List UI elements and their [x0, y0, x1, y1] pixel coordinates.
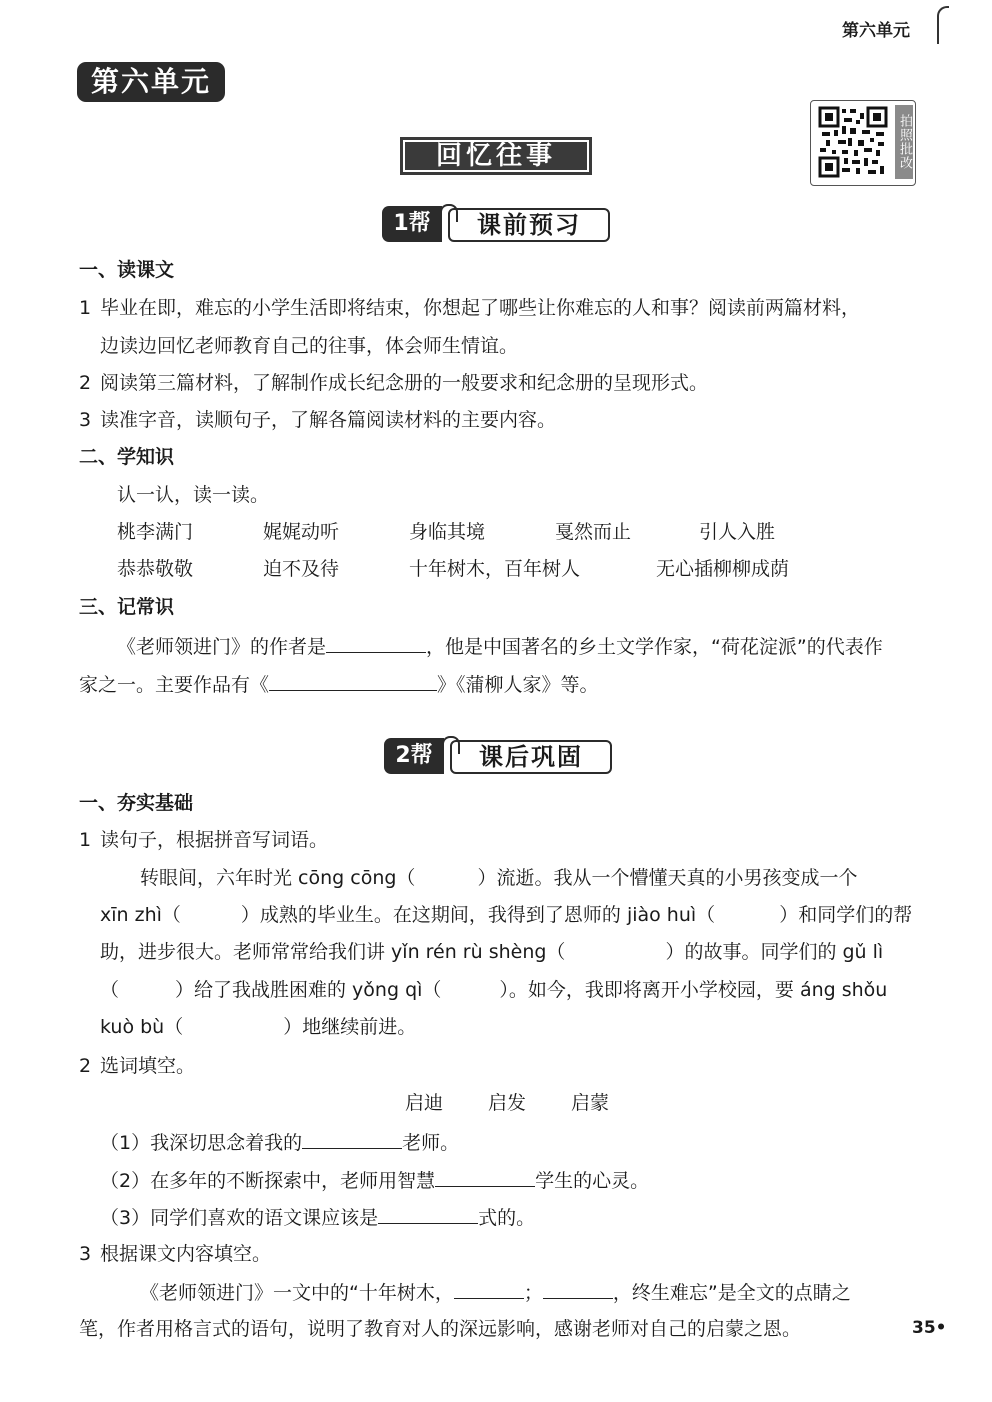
vocab-word: 身临其境 — [409, 521, 486, 543]
text-segment: 《老师领进门》一文中的“十年树木， — [140, 1282, 454, 1304]
vocab-word: 恭恭敬敬 — [117, 558, 194, 580]
section1-banner — [382, 206, 614, 242]
text-segment: 学生的心灵。 — [535, 1170, 650, 1192]
vocab-word: 迫不及待 — [263, 558, 340, 580]
text-segment: ）给了我战胜困难的 yǒng qì（ — [175, 979, 442, 1001]
text-segment: ）地继续前进。 — [283, 1016, 417, 1038]
word-option: 启蒙 — [571, 1092, 610, 1114]
fill-sentence-quote — [140, 1280, 851, 1304]
qr-scan-label: 拍照批改 — [895, 105, 913, 179]
question-number: 2 — [79, 1055, 92, 1077]
unit-badge: 第六单元 — [77, 62, 225, 102]
text-segment: 《老师领进门》的作者是 — [117, 636, 327, 658]
text-segment: ）流逝。我从一个懵懂天真的小男孩变成一个 — [477, 867, 858, 889]
pinyin-line — [100, 904, 912, 926]
fill-sentence — [100, 1205, 535, 1229]
section1-number: 1帮 — [382, 206, 442, 242]
text-segment: 助，进步很大。老师常常给我们讲 yǐn rén rù shèng（ — [100, 941, 566, 963]
text-segment: ）和同学们的帮 — [779, 904, 913, 926]
list-item-text: 毕业在即，难忘的小学生活即将结束，你想起了哪些让你难忘的人和事？阅读前两篇材料， — [100, 297, 861, 319]
text-segment: 老师。 — [402, 1132, 460, 1154]
header-bracket-decoration — [937, 6, 949, 44]
text-segment: ）的故事。同学们的 gǔ lì — [665, 941, 884, 963]
section1-title: 课前预习 — [448, 208, 610, 242]
text-segment: （2）在多年的不断探索中，老师用智慧 — [100, 1170, 436, 1192]
section2-number: 2帮 — [384, 738, 444, 774]
vocab-word: 娓娓动听 — [263, 521, 340, 543]
running-header-unit: 第六单元 — [842, 21, 910, 41]
vocab-word: 戛然而止 — [555, 521, 632, 543]
text-segment: 》《蒲柳人家》等。 — [437, 674, 599, 696]
heading-foundation: 一、夯实基础 — [79, 792, 194, 814]
text-segment: kuò bù（ — [100, 1016, 184, 1038]
answer-blank[interactable] — [543, 1280, 613, 1299]
fill-sentence — [100, 1130, 459, 1154]
banner-hook-decoration — [442, 736, 460, 754]
pinyin-line — [100, 979, 887, 1001]
vocab-word: 引人入胜 — [699, 521, 776, 543]
instruction-text: 认一认，读一读。 — [117, 484, 270, 506]
answer-blank[interactable] — [302, 1130, 402, 1149]
fill-sentence — [100, 1168, 649, 1192]
list-item-text: 阅读第三篇材料，了解制作成长纪念册的一般要求和纪念册的呈现形式。 — [100, 372, 709, 394]
answer-blank[interactable] — [378, 1205, 478, 1224]
text-segment: 转眼间，六年时光 cōng cōng（ — [140, 867, 416, 889]
word-option: 启发 — [488, 1092, 527, 1114]
text-segment: xīn zhì（ — [100, 904, 181, 926]
section2-title: 课后巩固 — [450, 740, 612, 774]
heading-read-text: 一、读课文 — [79, 259, 175, 281]
text-segment: （ — [100, 979, 120, 1001]
answer-blank-author[interactable] — [326, 634, 426, 653]
pinyin-line — [100, 1016, 416, 1038]
qr-code-icon — [818, 106, 888, 178]
text-segment: ）成熟的毕业生。在这期间，我得到了恩师的 jiào huì（ — [240, 904, 716, 926]
text-segment: 家之一。主要作品有《 — [79, 674, 270, 696]
lesson-title: 回忆往事 — [400, 137, 592, 175]
list-item-number: 3 — [79, 409, 92, 431]
qr-code-block[interactable] — [810, 100, 916, 186]
question-number: 3 — [79, 1243, 92, 1265]
word-option: 启迪 — [405, 1092, 444, 1114]
question-prompt: 读句子，根据拼音写词语。 — [100, 829, 329, 851]
list-item-text-cont: 边读边回忆老师教育自己的往事，体会师生情谊。 — [100, 335, 519, 357]
answer-blank[interactable] — [454, 1280, 524, 1299]
question-prompt: 根据课文内容填空。 — [100, 1243, 272, 1265]
vocab-word: 无心插柳柳成荫 — [656, 558, 790, 580]
list-item-text: 读准字音，读顺句子，了解各篇阅读材料的主要内容。 — [100, 409, 557, 431]
fill-sentence-works — [79, 672, 599, 696]
text-segment: ，终生难忘”是全文的点睛之 — [612, 1282, 851, 1304]
fill-sentence-author — [117, 634, 883, 658]
list-item-number: 1 — [79, 297, 92, 319]
answer-blank[interactable] — [435, 1168, 535, 1187]
text-segment: 式的。 — [478, 1207, 536, 1229]
pinyin-line — [140, 867, 857, 889]
answer-blank-work-title[interactable] — [269, 672, 437, 691]
vocab-word: 桃李满门 — [117, 521, 194, 543]
heading-learn-knowledge: 二、学知识 — [79, 446, 175, 468]
heading-common-knowledge: 三、记常识 — [79, 596, 175, 618]
pinyin-line — [100, 941, 883, 963]
text-segment: ； — [523, 1282, 543, 1304]
text-segment: ）。如今，我即将离开小学校园，要 áng shǒu — [499, 979, 888, 1001]
text-segment: （1）我深切思念着我的 — [100, 1132, 303, 1154]
page-number: 35• — [912, 1318, 947, 1338]
question-prompt: 选词填空。 — [100, 1055, 196, 1077]
text-segment: （3）同学们喜欢的语文课应该是 — [100, 1207, 379, 1229]
section2-banner — [384, 738, 616, 774]
paragraph-line: 笔，作者用格言式的语句，说明了教育对人的深远影响，感谢老师对自己的启蒙之恩。 — [79, 1318, 802, 1340]
question-number: 1 — [79, 829, 92, 851]
vocab-word: 十年树木，百年树人 — [409, 558, 581, 580]
banner-hook-decoration — [440, 204, 458, 222]
text-segment: ，他是中国著名的乡土文学作家，“荷花淀派”的代表作 — [426, 636, 883, 658]
list-item-number: 2 — [79, 372, 92, 394]
